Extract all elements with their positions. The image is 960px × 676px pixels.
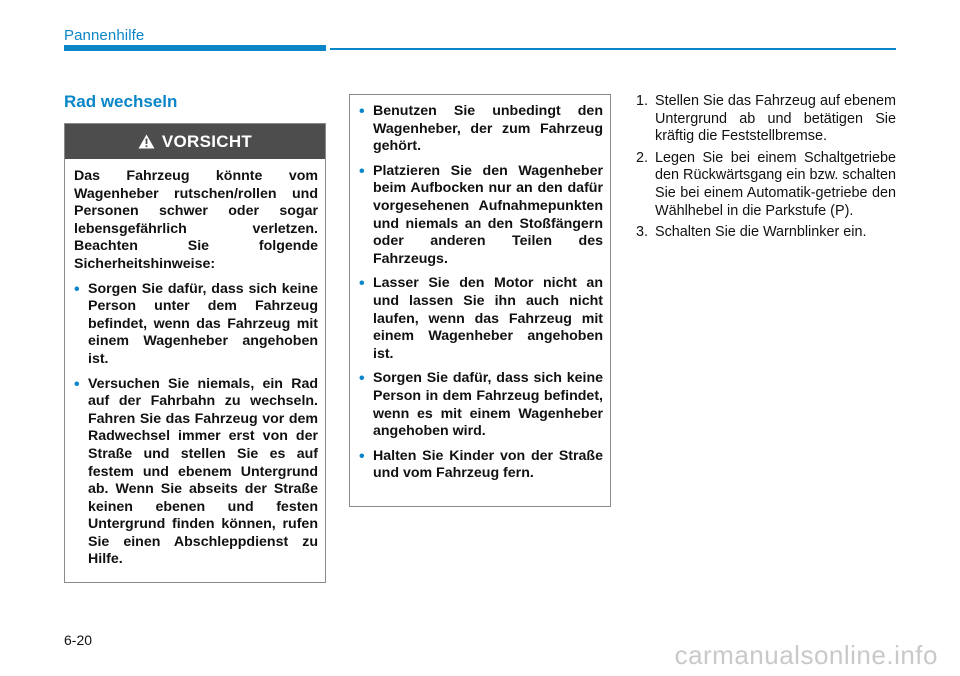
bullet-icon: •	[74, 280, 80, 298]
bullet-icon: •	[359, 275, 365, 293]
caution-item: • Platzieren Sie den Wagenheber beim Aufbocken nur an den dafür vorgesehenen Aufnahmepunkten und niemals an den Stoßfängern oder anderen Teilen des Fahrzeugs.	[359, 162, 603, 267]
caution-box-continued	[349, 94, 611, 507]
caution-item: • Lasser Sie den Motor nicht an und lassen Sie ihn auch nicht laufen, wenn das Fahrzeug mit einem Wagenheber angehoben ist.	[359, 275, 603, 362]
warning-triangle-icon	[138, 134, 155, 149]
header-rule-thin	[330, 48, 896, 50]
caution-intro: Das Fahrzeug könnte vom Wagenheber rutschen/rollen und Personen schwer oder sogar lebensgefährlich verletzen. Beachten Sie folgende Sicherheitshinweise:	[74, 168, 318, 272]
instruction-steps	[636, 93, 896, 246]
bullet-icon: •	[359, 162, 365, 180]
step-item: 1. Stellen Sie das Fahrzeug auf ebenem Untergrund ab und betätigen Sie kräftig die Feststellbremse.	[636, 93, 896, 145]
step-item: 2. Legen Sie bei einem Schaltgetriebe den Rückwärtsgang ein bzw. schalten Sie bei einem Automatik-getriebe den Wählhebel in die Parkstufe (P).	[636, 149, 896, 219]
bullet-icon: •	[359, 103, 365, 120]
caution-header	[65, 124, 325, 159]
bullet-icon: •	[74, 375, 80, 393]
caution-item: • Sorgen Sie dafür, dass sich keine Person in dem Fahrzeug befindet, wenn es mit einem Wagenheber angehoben wird.	[359, 370, 603, 440]
watermark: carmanualsonline.info	[674, 640, 938, 670]
bullet-icon: •	[359, 447, 365, 465]
page-number: 6-20	[64, 632, 93, 648]
header-rule-thick	[64, 45, 326, 51]
caution-box	[64, 123, 326, 583]
caution-item: • Benutzen Sie unbedingt den Wagenheber, der zum Fahrzeug gehört.	[359, 103, 603, 155]
caution-item: • Versuchen Sie niemals, ein Rad auf der Fahrbahn zu wechseln. Fahren Sie das Fahrzeug vor dem Radwechsel immer erst von der Straße und stellen Sie es auf festem und ebenem Untergrund ab. Wenn Sie abseits der Straße keinen ebenen und festen Untergrund finden können, rufen Sie einen Abschleppdienst zu Hilfe.	[74, 375, 318, 568]
caution-item: • Sorgen Sie dafür, dass sich keine Person unter dem Fahrzeug befindet, wenn das Fahrzeug mit einem Wagenheber angehoben ist.	[74, 280, 318, 367]
page-title: Rad wechseln	[64, 92, 178, 111]
section-label: Pannenhilfe	[64, 27, 145, 44]
caution-heading: VORSICHT	[161, 131, 253, 151]
bullet-icon: •	[359, 370, 365, 388]
step-item: 3. Schalten Sie die Warnblinker ein.	[636, 224, 867, 241]
caution-item: • Halten Sie Kinder von der Straße und vom Fahrzeug fern.	[359, 447, 603, 482]
